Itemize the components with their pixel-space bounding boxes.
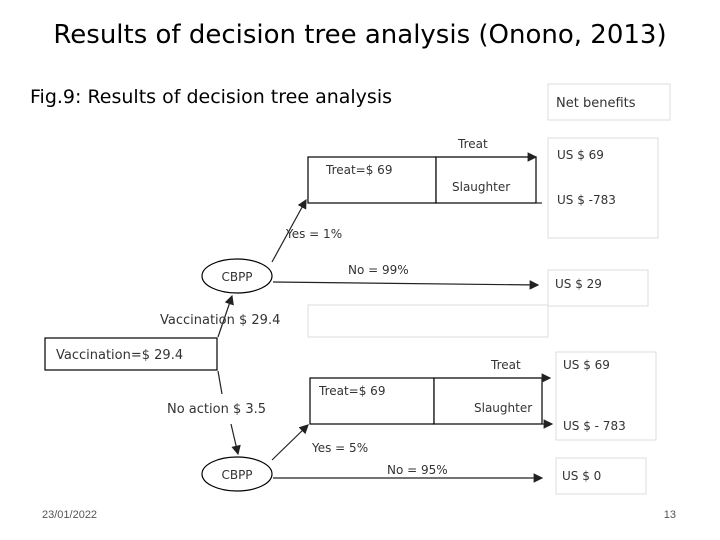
- upper-treat-decision-label: Treat=$ 69: [326, 163, 393, 177]
- upper-treat-outcome: US $ 69: [557, 148, 604, 162]
- lower-slaughter-outcome: US $ - 783: [563, 419, 626, 433]
- slide-date: 23/01/2022: [42, 509, 98, 521]
- upper-cbpp-label: CBPP: [221, 270, 253, 284]
- upper-treat-label: Treat: [458, 137, 488, 151]
- lower-treat-decision-label: Treat=$ 69: [319, 384, 386, 398]
- upper-no-label: No = 99%: [348, 263, 409, 277]
- slide-page-number: 13: [663, 509, 676, 521]
- slide-title: Results of decision tree analysis (Onono, 2013): [53, 20, 667, 50]
- lower-no-label: No = 95%: [387, 463, 448, 477]
- lower-no-outcome: US $ 0: [562, 469, 602, 483]
- upper-no-outcome: US $ 29: [555, 277, 602, 291]
- lower-slaughter-label: Slaughter: [474, 401, 533, 415]
- lower-treat-outcome: US $ 69: [563, 358, 610, 372]
- upper-slaughter-outcome: US $ -783: [557, 193, 616, 207]
- vaccination-branch-label: Vaccination $ 29.4: [160, 313, 281, 328]
- lower-yes-branch: [272, 425, 308, 460]
- figure-caption: Fig.9: Results of decision tree analysis: [30, 86, 393, 108]
- upper-slaughter-label: Slaughter: [452, 180, 511, 194]
- root-decision-label: Vaccination=$ 29.4: [56, 348, 184, 363]
- upper-yes-label: Yes = 1%: [286, 227, 343, 241]
- no-action-branch-lower: [231, 424, 238, 454]
- net-benefits-header: Net benefits: [556, 96, 636, 111]
- no-action-branch-label: No action $ 3.5: [167, 402, 267, 417]
- lower-treat-label: Treat: [491, 358, 521, 372]
- upper-edge-panel: [308, 305, 548, 337]
- lower-cbpp-label: CBPP: [221, 468, 253, 482]
- upper-no-branch: [273, 282, 538, 285]
- lower-yes-label: Yes = 5%: [312, 441, 369, 455]
- no-action-branch-upper: [218, 371, 222, 394]
